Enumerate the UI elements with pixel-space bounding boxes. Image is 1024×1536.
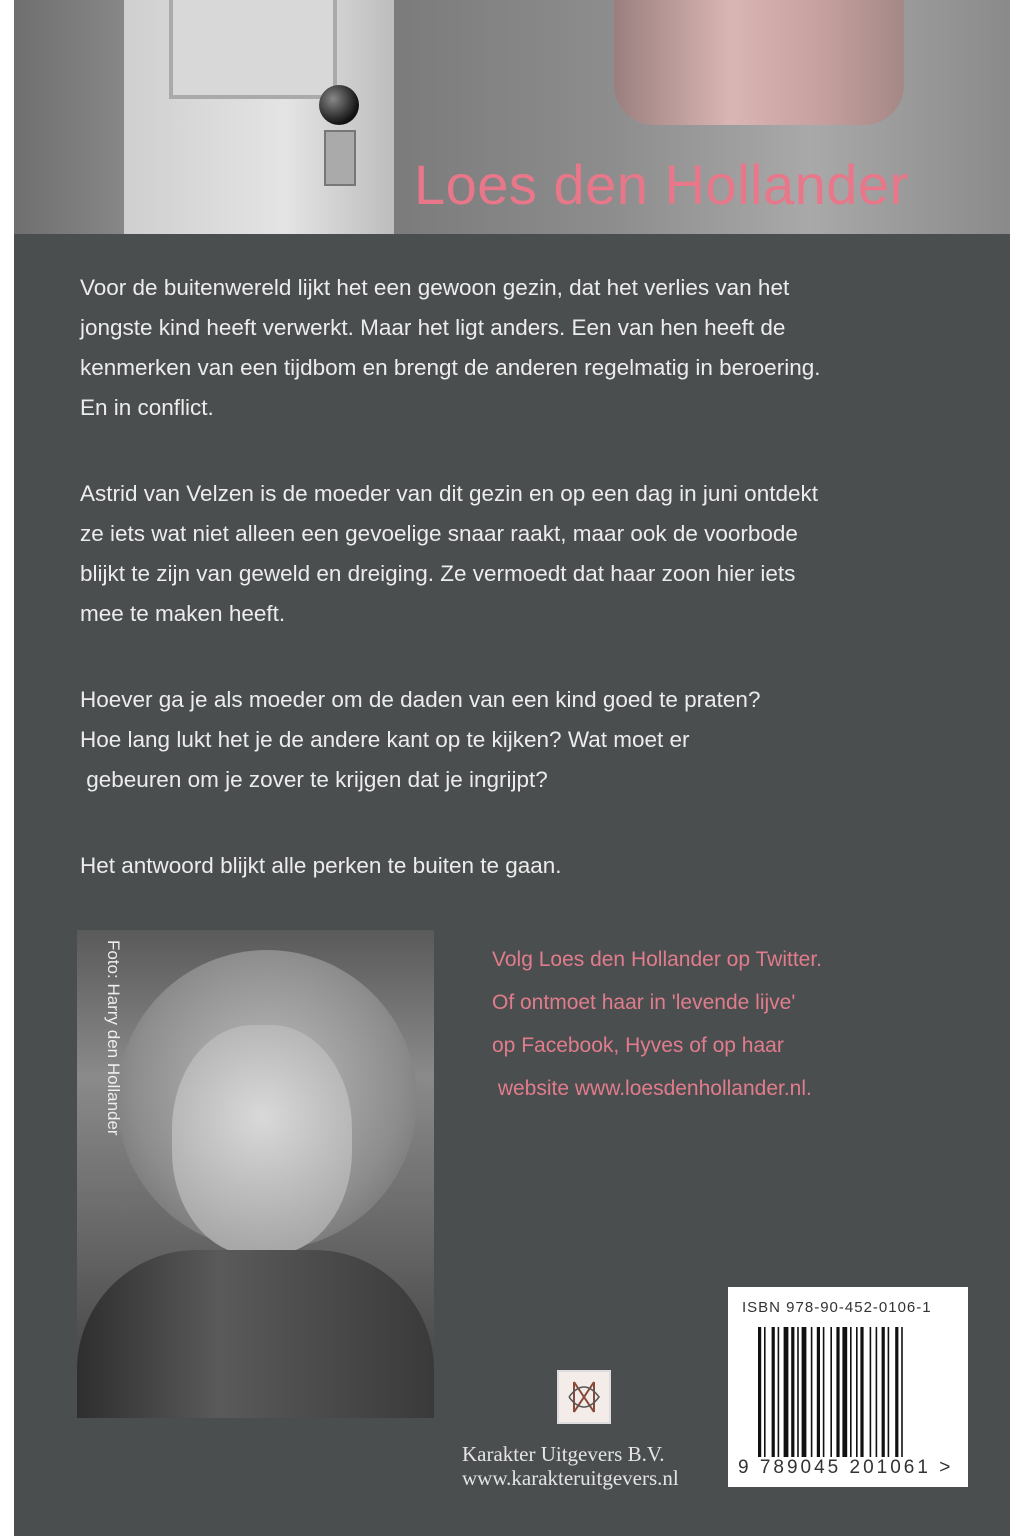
barcode-bar	[811, 1327, 813, 1462]
barcode-bar	[802, 1327, 807, 1462]
isbn-label: ISBN 978-90-452-0106-1	[742, 1299, 932, 1316]
door-knob	[319, 85, 359, 125]
barcode-bar	[823, 1327, 825, 1462]
barcode-bar	[888, 1327, 890, 1462]
book-back-cover	[14, 0, 1010, 1536]
barcode-bar	[764, 1327, 766, 1462]
publisher-logo	[557, 1370, 611, 1424]
barcode-bar	[817, 1327, 820, 1462]
keyhole-plate	[324, 130, 356, 186]
social-text: Volg Loes den Hollander op Twitter. Of ontmoet haar in 'levende lijve' op Facebook, Hyves of op haar website www.loesdenhollander.nl.	[492, 948, 823, 1100]
door-image	[124, 0, 394, 234]
barcode	[728, 1287, 968, 1487]
author-name: Loes den Hollander	[414, 153, 909, 216]
barcode-bar	[856, 1327, 858, 1462]
photo-credit: Foto: Harry den Hollander	[104, 940, 123, 1136]
paragraph: Het antwoord blijkt alle perken te buiten te gaan.	[80, 853, 562, 878]
barcode-bar	[882, 1327, 885, 1462]
publisher-name: Karakter Uitgevers B.V.	[462, 1442, 665, 1466]
publisher-url: www.karakteruitgevers.nl	[462, 1466, 679, 1490]
barcode-bar	[791, 1327, 794, 1462]
barcode-bar	[842, 1327, 847, 1462]
barcode-bar	[758, 1327, 761, 1462]
paragraph: Voor de buitenwereld lijkt het een gewoon gezin, dat het verlies van het jongste kind heeft verwerkt. Maar het ligt anders. Een van hen heeft de kenmerken van een tijdbom en brengt de anderen regelmatig in beroering. En in conflict.	[80, 275, 821, 420]
barcode-bar	[895, 1327, 898, 1462]
barcode-bar	[778, 1327, 780, 1462]
barcode-bars	[758, 1327, 958, 1467]
barcode-bar	[772, 1327, 775, 1462]
barcode-bar	[860, 1327, 863, 1462]
author-photo	[77, 930, 434, 1418]
ean-number: 9 789045 201061 >	[738, 1457, 954, 1478]
barcode-bar	[876, 1327, 878, 1462]
barcode-bar	[836, 1327, 839, 1462]
blurb-text	[80, 268, 970, 932]
paragraph: Hoever ga je als moeder om de daden van een kind goed te praten? Hoe lang lukt het je de andere kant op te kijken? Wat moet er gebeuren om je zover te krijgen dat je ingrijpt?	[80, 687, 761, 792]
barcode-bar	[901, 1327, 903, 1462]
barcode-bar	[797, 1327, 799, 1462]
barcode-bar	[830, 1327, 832, 1462]
paragraph: Astrid van Velzen is de moeder van dit gezin en op een dag in juni ontdekt ze iets wat niet alleen een gevoelige snaar raakt, maar ook de voorbode blijkt te zijn van geweld en dreiging. Ze vermoedt dat haar zoon hier iets mee te maken heeft.	[80, 481, 818, 626]
publisher-info	[462, 1442, 679, 1490]
barcode-bar	[870, 1327, 872, 1462]
barcode-bar	[850, 1327, 852, 1462]
cover-photo	[14, 0, 1010, 234]
pink-dress-image	[614, 0, 904, 125]
barcode-bar	[784, 1327, 789, 1462]
